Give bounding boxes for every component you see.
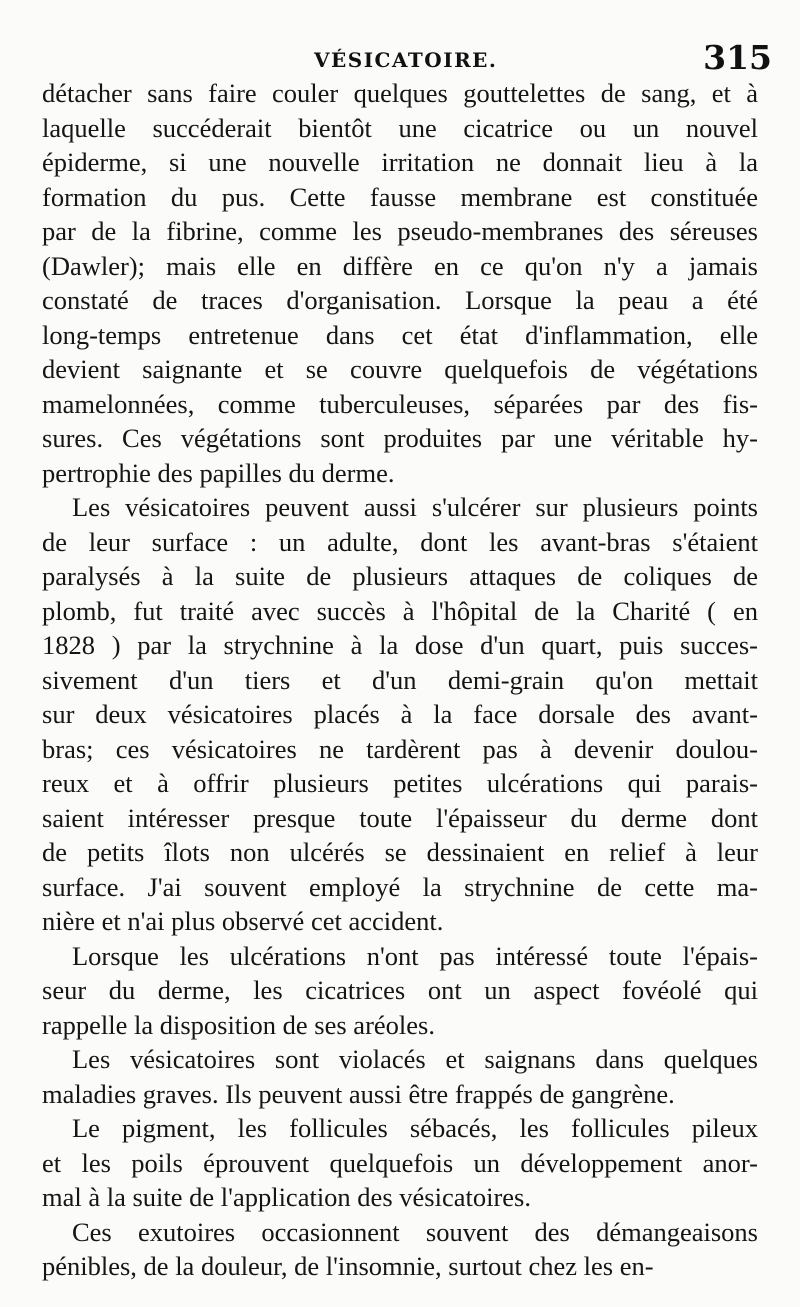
text-line: mal à la suite de l'application des vésicatoires. (42, 1182, 531, 1212)
paragraph (42, 490, 758, 939)
text-line: de petits îlots non ulcérés se dessinaient en relief à leur (42, 837, 758, 867)
text-line: plomb, fut traité avec succès à l'hôpital de la Charité ( en (42, 595, 758, 626)
text-line: formation du pus. Cette fausse membrane est constituée (42, 181, 758, 212)
body-text (42, 76, 758, 1284)
text-line: sures. Ces végétations sont produites par une véritable hy- (42, 423, 758, 453)
text-line: saient intéresser presque toute l'épaisseur du derme dont (42, 802, 758, 833)
text-line: Lorsque les ulcérations n'ont pas intéressé toute l'épais- (72, 940, 758, 971)
text-line: seur du derme, les cicatrices ont un aspect fovéolé qui (42, 975, 758, 1005)
text-line: épiderme, si une nouvelle irritation ne donnait lieu à la (42, 147, 758, 177)
text-line: bras; ces vésicatoires ne tardèrent pas à devenir doulou- (42, 733, 758, 764)
text-line: 1828 ) par la strychnine à la dose d'un quart, puis succes- (42, 630, 758, 660)
text-line: constaté de traces d'organisation. Lorsque la peau a été (42, 285, 758, 315)
page-number: 315 (703, 38, 772, 77)
text-line: Les vésicatoires peuvent aussi s'ulcérer sur plusieurs points (72, 492, 758, 522)
text-line: Les vésicatoires sont violacés et saignans dans quelques (72, 1044, 758, 1074)
paragraph (42, 1215, 758, 1284)
text-line: pertrophie des papilles du derme. (42, 457, 395, 488)
text-line: par de la fibrine, comme les pseudo-membranes des séreuses (42, 216, 758, 246)
text-line: de leur surface : un adulte, dont les avant-bras s'étaient (42, 526, 758, 557)
running-head: VÉSICATOIRE. (314, 48, 498, 72)
text-line: pénibles, de la douleur, de l'insomnie, surtout chez les en- (42, 1251, 654, 1281)
paragraph (42, 939, 758, 1043)
text-line: reux et à offrir plusieurs petites ulcérations qui parais- (42, 768, 758, 798)
text-line: devient saignante et se couvre quelquefois de végétations (42, 354, 758, 384)
text-line: et les poils éprouvent quelquefois un développement anor- (42, 1147, 758, 1178)
text-line: long-temps entretenue dans cet état d'inflammation, elle (42, 319, 758, 350)
text-line: maladies graves. Ils peuvent aussi être frappés de gangrène. (42, 1078, 675, 1109)
text-line: Le pigment, les follicules sébacés, les follicules pileux (72, 1113, 758, 1143)
text-line: laquelle succéderait bientôt une cicatrice ou un nouvel (42, 112, 758, 143)
paragraph (42, 1111, 758, 1215)
text-line: nière et n'ai plus observé cet accident. (42, 906, 444, 936)
text-line: rappelle la disposition de ses aréoles. (42, 1009, 435, 1040)
text-line: sur deux vésicatoires placés à la face dorsale des avant- (42, 699, 758, 729)
text-line: surface. J'ai souvent employé la strychnine de cette ma- (42, 871, 758, 902)
paragraph (42, 76, 758, 490)
text-line: (Dawler); mais elle en diffère en ce qu'on n'y a jamais (42, 250, 758, 281)
text-line: sivement d'un tiers et d'un demi-grain qu'on mettait (42, 664, 758, 695)
text-line: mamelonnées, comme tuberculeuses, séparées par des fis- (42, 388, 758, 419)
text-line: Ces exutoires occasionnent souvent des démangeaisons (72, 1216, 758, 1247)
text-line: détacher sans faire couler quelques gouttelettes de sang, et à (42, 78, 758, 108)
text-line: paralysés à la suite de plusieurs attaques de coliques de (42, 561, 758, 591)
paragraph (42, 1042, 758, 1111)
